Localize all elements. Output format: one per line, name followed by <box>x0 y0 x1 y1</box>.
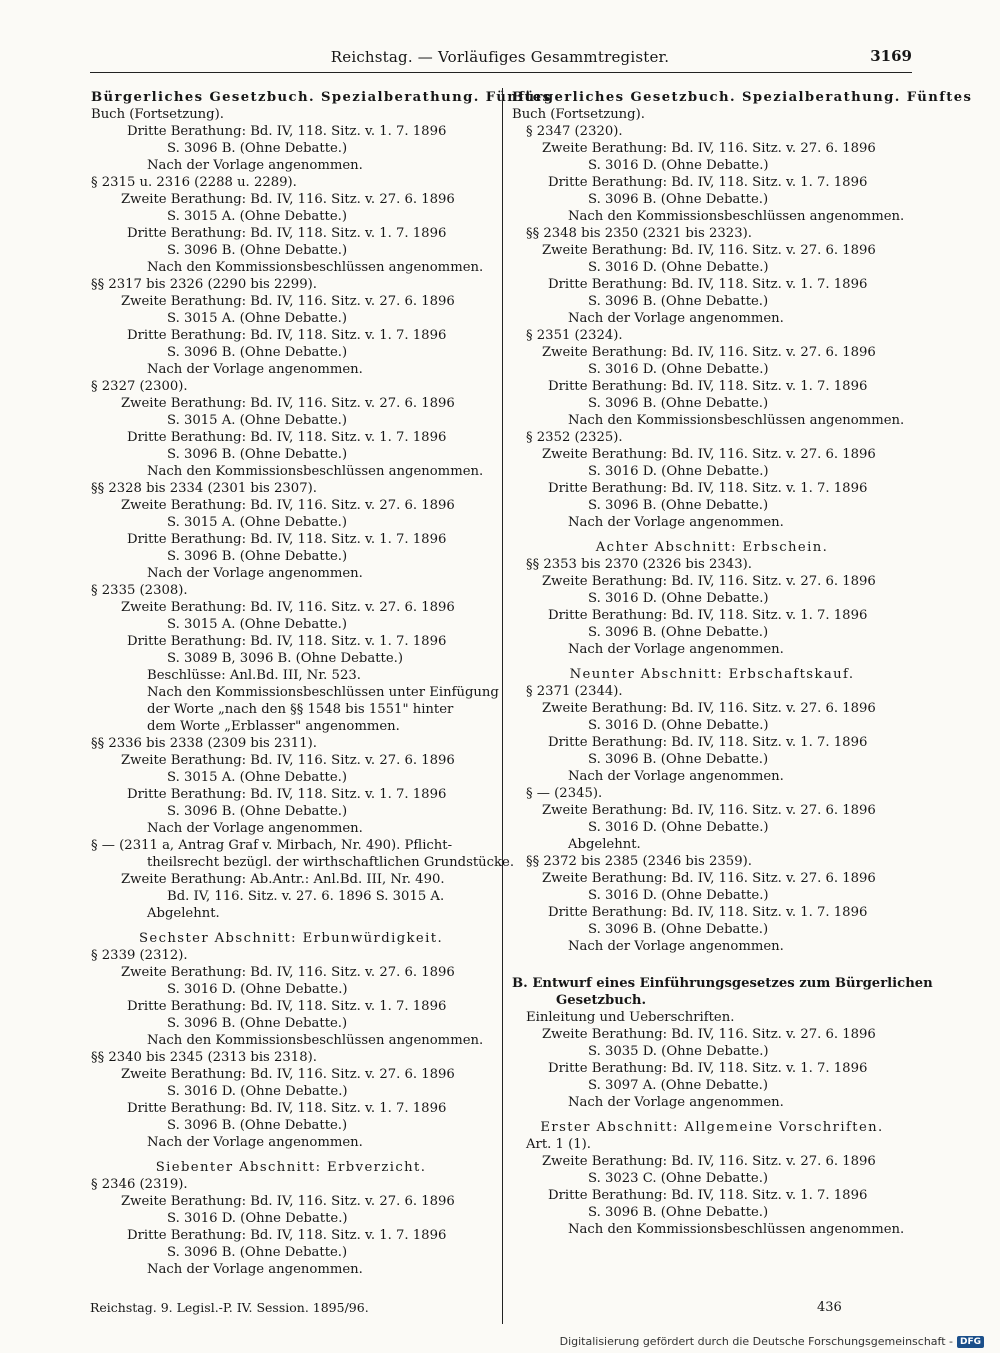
index-line: Dritte Berathung: Bd. IV, 118. Sitz. v. 1. 7. 1896 <box>548 735 868 750</box>
index-line: Zweite Berathung: Ab.Antr.: Anl.Bd. III, Nr. 490. <box>121 872 445 887</box>
dfg-logo-icon: DFG <box>957 1336 984 1348</box>
index-line: S. 3096 B. (Ohne Debatte.) <box>588 1205 769 1220</box>
index-line: S. 3096 B. (Ohne Debatte.) <box>588 625 769 640</box>
index-line: Nach der Vorlage angenommen. <box>568 515 784 530</box>
index-line: Nach der Vorlage angenommen. <box>568 939 784 954</box>
index-line: Nach der Vorlage angenommen. <box>147 566 363 581</box>
index-line: S. 3096 B. (Ohne Debatte.) <box>167 1016 348 1031</box>
index-line: der Worte „nach den §§ 1548 bis 1551" hinter <box>147 702 454 717</box>
index-line: Zweite Berathung: Bd. IV, 116. Sitz. v. 27. 6. 1896 <box>542 1154 876 1169</box>
index-line: § 2327 (2300). <box>91 379 188 394</box>
index-line: Nach der Vorlage angenommen. <box>147 362 363 377</box>
spacer <box>512 955 912 975</box>
index-line: §§ 2317 bis 2326 (2290 bis 2299). <box>91 277 317 292</box>
index-line: S. 3015 A. (Ohne Debatte.) <box>167 515 347 530</box>
index-line: Dritte Berathung: Bd. IV, 118. Sitz. v. 1. 7. 1896 <box>127 124 447 139</box>
index-line: Siebenter Abschnitt: Erbverzicht. <box>155 1160 427 1175</box>
index-line: Einleitung und Ueberschriften. <box>526 1010 735 1025</box>
spacer <box>91 1151 491 1159</box>
index-line: Dritte Berathung: Bd. IV, 118. Sitz. v. 1. 7. 1896 <box>548 379 868 394</box>
index-line: Dritte Berathung: Bd. IV, 118. Sitz. v. 1. 7. 1896 <box>127 999 447 1014</box>
spacer <box>512 658 912 666</box>
index-line: Dritte Berathung: Bd. IV, 118. Sitz. v. 1. 7. 1896 <box>127 787 447 802</box>
index-line: Zweite Berathung: Bd. IV, 116. Sitz. v. 27. 6. 1896 <box>542 447 876 462</box>
index-line: § 2347 (2320). <box>526 124 623 139</box>
digitization-note: Digitalisierung gefördert durch die Deutsche Forschungsgemeinschaft - <box>559 1335 953 1348</box>
index-line: § — (2311 a, Antrag Graf v. Mirbach, Nr. 490). Pflicht- <box>91 838 453 853</box>
index-line: Zweite Berathung: Bd. IV, 116. Sitz. v. 27. 6. 1896 <box>121 192 455 207</box>
index-line: Zweite Berathung: Bd. IV, 116. Sitz. v. 27. 6. 1896 <box>121 498 455 513</box>
index-line: S. 3015 A. (Ohne Debatte.) <box>167 770 347 785</box>
index-line: S. 3016 D. (Ohne Debatte.) <box>588 464 769 479</box>
index-line: Sechster Abschnitt: Erbunwürdigkeit. <box>138 931 444 946</box>
spacer <box>512 1111 912 1119</box>
index-line: Bd. IV, 116. Sitz. v. 27. 6. 1896 S. 3015 A. <box>167 889 445 904</box>
index-line: Nach der Vorlage angenommen. <box>147 821 363 836</box>
index-line: Buch (Fortsetzung). <box>512 107 645 122</box>
index-line: Dritte Berathung: Bd. IV, 118. Sitz. v. 1. 7. 1896 <box>127 430 447 445</box>
index-line: S. 3016 D. (Ohne Debatte.) <box>588 591 769 606</box>
footer-publication-note: Reichstag. 9. Legisl.-P. IV. Session. 1895/96. <box>90 1300 369 1315</box>
index-line: Dritte Berathung: Bd. IV, 118. Sitz. v. 1. 7. 1896 <box>548 905 868 920</box>
index-line: Zweite Berathung: Bd. IV, 116. Sitz. v. 27. 6. 1896 <box>121 965 455 980</box>
index-line: § 2351 (2324). <box>526 328 623 343</box>
index-line: § 2339 (2312). <box>91 948 188 963</box>
index-line: Zweite Berathung: Bd. IV, 116. Sitz. v. 27. 6. 1896 <box>542 1027 876 1042</box>
index-line: Dritte Berathung: Bd. IV, 118. Sitz. v. 1. 7. 1896 <box>127 532 447 547</box>
index-line: Achter Abschnitt: Erbschein. <box>595 540 829 555</box>
spacer <box>91 922 491 930</box>
index-line: B. Entwurf eines Einführungsgesetzes zum Bürgerlichen <box>512 976 933 991</box>
index-line: S. 3023 C. (Ohne Debatte.) <box>588 1171 769 1186</box>
index-line: Dritte Berathung: Bd. IV, 118. Sitz. v. 1. 7. 1896 <box>127 328 447 343</box>
index-line: Bürgerliches Gesetzbuch. Spezialberathung. Fünftes <box>91 90 552 105</box>
index-line: S. 3016 D. (Ohne Debatte.) <box>588 888 769 903</box>
index-line: Zweite Berathung: Bd. IV, 116. Sitz. v. 27. 6. 1896 <box>542 345 876 360</box>
index-line: Erster Abschnitt: Allgemeine Vorschriften. <box>540 1120 884 1135</box>
right-column <box>512 89 973 1238</box>
page-number: 3169 <box>870 47 912 65</box>
index-line: § 2346 (2319). <box>91 1177 188 1192</box>
index-line: § — (2345). <box>526 786 603 801</box>
index-line: Nach den Kommissionsbeschlüssen angenommen. <box>568 413 905 428</box>
index-line: S. 3016 D. (Ohne Debatte.) <box>167 1084 348 1099</box>
index-line: S. 3096 B. (Ohne Debatte.) <box>588 752 769 767</box>
index-line: S. 3096 B. (Ohne Debatte.) <box>588 498 769 513</box>
column-divider <box>502 88 503 1324</box>
index-line: Nach den Kommissionsbeschlüssen unter Einfügung <box>147 685 499 700</box>
index-line: § 2352 (2325). <box>526 430 623 445</box>
left-column <box>91 89 552 1278</box>
index-line: S. 3015 A. (Ohne Debatte.) <box>167 413 347 428</box>
index-line: Zweite Berathung: Bd. IV, 116. Sitz. v. 27. 6. 1896 <box>121 600 455 615</box>
index-line: Zweite Berathung: Bd. IV, 116. Sitz. v. 27. 6. 1896 <box>121 396 455 411</box>
index-line: §§ 2328 bis 2334 (2301 bis 2307). <box>91 481 317 496</box>
index-line: Dritte Berathung: Bd. IV, 118. Sitz. v. 1. 7. 1896 <box>548 277 868 292</box>
index-line: Dritte Berathung: Bd. IV, 118. Sitz. v. 1. 7. 1896 <box>548 1061 868 1076</box>
index-line: Zweite Berathung: Bd. IV, 116. Sitz. v. 27. 6. 1896 <box>542 701 876 716</box>
index-line: Nach der Vorlage angenommen. <box>568 769 784 784</box>
index-line: dem Worte „Erblasser" angenommen. <box>147 719 400 734</box>
index-line: Zweite Berathung: Bd. IV, 116. Sitz. v. 27. 6. 1896 <box>121 1067 455 1082</box>
index-line: Abgelehnt. <box>568 837 641 852</box>
index-line: S. 3016 D. (Ohne Debatte.) <box>588 718 769 733</box>
index-line: Buch (Fortsetzung). <box>91 107 224 122</box>
index-line: Dritte Berathung: Bd. IV, 118. Sitz. v. 1. 7. 1896 <box>548 1188 868 1203</box>
index-line: Dritte Berathung: Bd. IV, 118. Sitz. v. 1. 7. 1896 <box>127 1101 447 1116</box>
index-line: Nach den Kommissionsbeschlüssen angenommen. <box>147 464 484 479</box>
index-line: S. 3096 B. (Ohne Debatte.) <box>588 922 769 937</box>
index-line: § 2371 (2344). <box>526 684 623 699</box>
index-line: S. 3089 B, 3096 B. (Ohne Debatte.) <box>167 651 403 666</box>
index-line: S. 3016 D. (Ohne Debatte.) <box>588 820 769 835</box>
header-rule <box>90 72 912 73</box>
index-line: Nach den Kommissionsbeschlüssen angenommen. <box>568 209 905 224</box>
index-line: §§ 2340 bis 2345 (2313 bis 2318). <box>91 1050 317 1065</box>
index-line: Nach der Vorlage angenommen. <box>568 1095 784 1110</box>
index-line: Dritte Berathung: Bd. IV, 118. Sitz. v. 1. 7. 1896 <box>548 175 868 190</box>
digitization-credit <box>560 1335 984 1348</box>
index-line: S. 3015 A. (Ohne Debatte.) <box>167 209 347 224</box>
index-line: Zweite Berathung: Bd. IV, 116. Sitz. v. 27. 6. 1896 <box>542 574 876 589</box>
index-line: S. 3096 B. (Ohne Debatte.) <box>167 447 348 462</box>
index-line: Nach den Kommissionsbeschlüssen angenommen. <box>147 1033 484 1048</box>
index-line: S. 3096 B. (Ohne Debatte.) <box>167 141 348 156</box>
running-header: Reichstag. — Vorläufiges Gesammtregister. <box>330 48 670 66</box>
index-line: S. 3096 B. (Ohne Debatte.) <box>588 396 769 411</box>
index-line: Zweite Berathung: Bd. IV, 116. Sitz. v. 27. 6. 1896 <box>542 141 876 156</box>
index-line: S. 3096 B. (Ohne Debatte.) <box>588 192 769 207</box>
index-line: §§ 2348 bis 2350 (2321 bis 2323). <box>526 226 752 241</box>
index-line: Nach den Kommissionsbeschlüssen angenommen. <box>568 1222 905 1237</box>
index-line: Neunter Abschnitt: Erbschaftskauf. <box>569 667 855 682</box>
index-line: Zweite Berathung: Bd. IV, 116. Sitz. v. 27. 6. 1896 <box>542 803 876 818</box>
index-line: § 2335 (2308). <box>91 583 188 598</box>
index-line: S. 3096 B. (Ohne Debatte.) <box>167 243 348 258</box>
index-line: Beschlüsse: Anl.Bd. III, Nr. 523. <box>147 668 361 683</box>
index-line: Dritte Berathung: Bd. IV, 118. Sitz. v. 1. 7. 1896 <box>548 608 868 623</box>
index-line: Dritte Berathung: Bd. IV, 118. Sitz. v. 1. 7. 1896 <box>127 634 447 649</box>
index-line: § 2315 u. 2316 (2288 u. 2289). <box>91 175 297 190</box>
index-line: Dritte Berathung: Bd. IV, 118. Sitz. v. 1. 7. 1896 <box>127 1228 447 1243</box>
index-line: Nach der Vorlage angenommen. <box>147 1262 363 1277</box>
index-line: Nach den Kommissionsbeschlüssen angenommen. <box>147 260 484 275</box>
index-line: S. 3035 D. (Ohne Debatte.) <box>588 1044 769 1059</box>
index-line: S. 3016 D. (Ohne Debatte.) <box>167 982 348 997</box>
index-line: S. 3096 B. (Ohne Debatte.) <box>167 1118 348 1133</box>
index-line: S. 3097 A. (Ohne Debatte.) <box>588 1078 768 1093</box>
index-line: S. 3016 D. (Ohne Debatte.) <box>588 362 769 377</box>
index-line: Bürgerliches Gesetzbuch. Spezialberathung. Fünftes <box>512 90 973 105</box>
index-line: Nach der Vorlage angenommen. <box>568 642 784 657</box>
index-line: Abgelehnt. <box>147 906 220 921</box>
sheet-signature: 436 <box>817 1300 842 1315</box>
index-line: S. 3015 A. (Ohne Debatte.) <box>167 617 347 632</box>
index-line: S. 3016 D. (Ohne Debatte.) <box>588 260 769 275</box>
index-line: §§ 2336 bis 2338 (2309 bis 2311). <box>91 736 317 751</box>
index-line: S. 3096 B. (Ohne Debatte.) <box>167 804 348 819</box>
index-line: Dritte Berathung: Bd. IV, 118. Sitz. v. 1. 7. 1896 <box>548 481 868 496</box>
index-line: S. 3015 A. (Ohne Debatte.) <box>167 311 347 326</box>
index-line: S. 3096 B. (Ohne Debatte.) <box>167 549 348 564</box>
index-line: Zweite Berathung: Bd. IV, 116. Sitz. v. 27. 6. 1896 <box>121 1194 455 1209</box>
index-line: S. 3096 B. (Ohne Debatte.) <box>588 294 769 309</box>
index-line: S. 3096 B. (Ohne Debatte.) <box>167 345 348 360</box>
index-line: theilsrecht bezügl. der wirthschaftlichen Grundstücke. <box>147 855 515 870</box>
index-line: Zweite Berathung: Bd. IV, 116. Sitz. v. 27. 6. 1896 <box>542 871 876 886</box>
spacer <box>512 531 912 539</box>
index-line: S. 3016 D. (Ohne Debatte.) <box>588 158 769 173</box>
index-line: S. 3016 D. (Ohne Debatte.) <box>167 1211 348 1226</box>
index-line: Zweite Berathung: Bd. IV, 116. Sitz. v. 27. 6. 1896 <box>121 753 455 768</box>
index-line: Art. 1 (1). <box>526 1137 591 1152</box>
index-line: §§ 2353 bis 2370 (2326 bis 2343). <box>526 557 752 572</box>
index-line: Zweite Berathung: Bd. IV, 116. Sitz. v. 27. 6. 1896 <box>542 243 876 258</box>
index-line: §§ 2372 bis 2385 (2346 bis 2359). <box>526 854 752 869</box>
index-line: Zweite Berathung: Bd. IV, 116. Sitz. v. 27. 6. 1896 <box>121 294 455 309</box>
index-line: Nach der Vorlage angenommen. <box>147 158 363 173</box>
index-line: Dritte Berathung: Bd. IV, 118. Sitz. v. 1. 7. 1896 <box>127 226 447 241</box>
index-line: Gesetzbuch. <box>556 993 647 1008</box>
index-line: Nach der Vorlage angenommen. <box>147 1135 363 1150</box>
index-line: S. 3096 B. (Ohne Debatte.) <box>167 1245 348 1260</box>
index-line: Nach der Vorlage angenommen. <box>568 311 784 326</box>
